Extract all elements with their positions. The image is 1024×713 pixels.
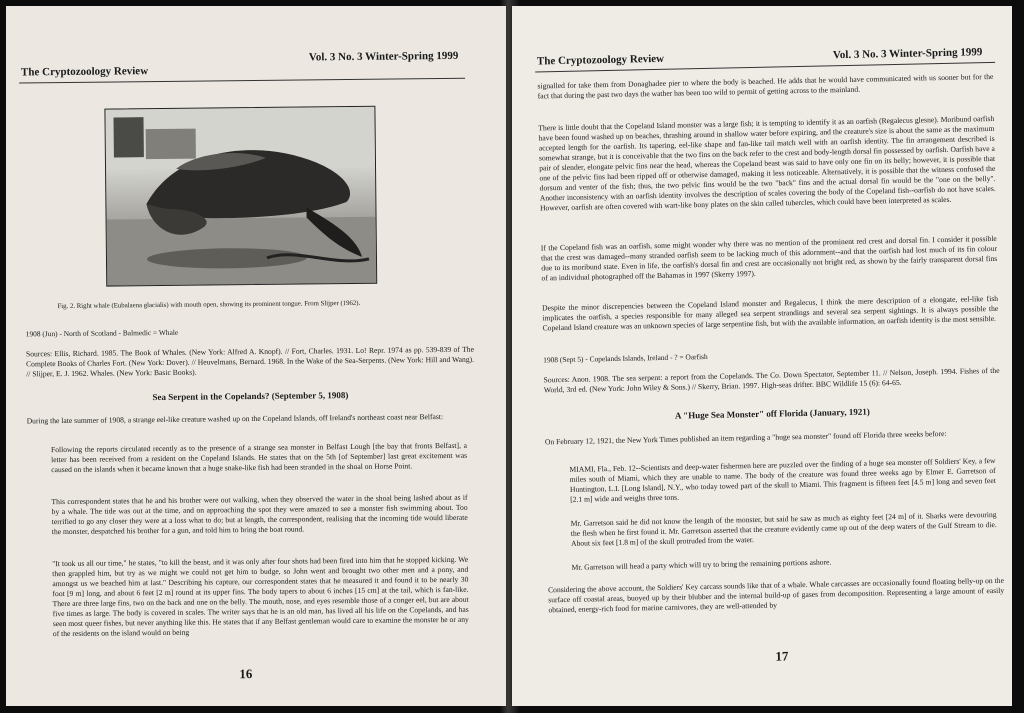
quote-paragraph-2: This correspondent states that he and his brother were out walking, when they observed the water in the shoal being lashed about as if by a whale. The tide was out at the time, and on approaching the spot they were amazed to see a monster fish swimming about. Too terrified to go any closer they were at a loss what to do; but at length, the correspondent, realising that the incoming tide would liberate the monster, despatched his brother for a gun, and told him to bring the boat round. (51, 492, 468, 537)
entry-line: 1908 (Jun) - North of Scotland - Balmedic = Whale (25, 327, 179, 339)
issue-label: Vol. 3 No. 3 Winter-Spring 1999 (308, 49, 459, 64)
whale-photo-art (105, 107, 376, 286)
section-heading: Sea Serpent in the Copelands? (September 5, 1908) (152, 390, 349, 403)
discrepancy-paragraph: Despite the minor discrepencies between the Copeland Island monster and Regalecus, I think the mere description of a elongate, eel-like fish implicates the oarfish, a species responsible for many alleged sea serpent strandings and several sea serpent sightings. It is always possible the Copeland Island creature was an unknown species of large serpentine fish, but with the available information, an oarfish identity is the most sensible. (542, 293, 999, 333)
entry-line: 1908 (Sept 5) - Copelands Islands, Ireland - ? = Oarfish (543, 351, 708, 365)
quote-paragraph-2: Mr. Garretson said he did not know the length of the monster, but said he saw as much as eighty feet [24 m] of it. Sharks were devouring the flesh when he first found it. Mr. Garretson asserted that the creature evidently came up out of the deep waters of the Gulf Stream to die. About six feet [1.8 m] of the skull protruded from the water. (570, 509, 997, 548)
crest-paragraph: If the Copeland fish was an oarfish, some might wonder why there was no mention of the prominent red crest and dorsal fin. I consider it possible that the crest was damaged--many stranded oarfish seem to be lacking much of this adornment--and that the oarfish had lost much of its fin colour due to its moribund state. Even in life, the oarfish's dorsal fin and crest are occasionally not bright red, as shown by the fairly transparent dorsal fins of an individual photographed off the Bahamas in 1997 (Skerry 1997). (540, 233, 998, 283)
intro-paragraph: During the late summer of 1908, a strange eel-like creature washed up on the Copeland Islands, off Ireland's northeast coast near Belfast: (26, 412, 444, 426)
page-number: 17 (775, 648, 789, 664)
header-rule (19, 78, 465, 84)
continued-paragraph: signalled for take them from Donaghadee pier to where the body is beached. He adds that he would have communicated with us sooner but for the fact that during the past two days the wather has been too wild to permit of getting across to the mainland. (537, 71, 994, 101)
right-page (512, 6, 1012, 706)
page-number: 16 (239, 666, 253, 682)
whale-carcass-paragraph: Considering the above account, the Soldiers' Key carcass sounds like that of a whale. Whale carcasses are occasionally found floating belly-up on the surface off coastal areas, buoyed up by their blubber and the internal build-up of gases from decomposition. Representing a large amount of easily obtained, energy-rich food for marine carnivores, they are well-attended by (547, 575, 1005, 615)
journal-title: The Cryptozoology Review (536, 52, 665, 68)
quote-paragraph-3: Mr. Garretson will head a party which will try to bring the remaining portions ashore. (571, 557, 832, 572)
intro-paragraph: On February 12, 1921, the New York Times published an item regarding a "huge sea monster" found off Florida three weeks before: (544, 428, 947, 447)
sources-text: Sources: Anon. 1908. The sea serpent: a report from the Copelands. The Co. Down Spectator, September 11. // Nelson, Joseph. 1994. Fishes of the World, 3rd ed. (New York: John Wiley & Sons.) // Skerry, Brian. 1997. High-seas drifter. BBC Wildlife 15 (6): 64-65. (543, 365, 1000, 395)
quote-paragraph-1: Following the reports circulated recently as to the presence of a strange sea monster in Belfast Lough [the bay that fronts Belfast], a letter has been received from a resident on the Copeland Islands. He states that on the 5th [of September] last great excitement was caused on the islands when it became known that a huge snake-like fish had been stranded in the shoal on Horse Point. (50, 440, 468, 475)
figure-caption: Fig. 2. Right whale (Eubalaena glacialis) with mouth open, showing its prominent tongue. From Slijper (1962). (57, 299, 361, 311)
issue-label: Vol. 3 No. 3 Winter-Spring 1999 (832, 46, 983, 62)
quote-paragraph-1: MIAMI, Fla., Feb. 12--Scientists and deep-water fishermen here are puzzled over the finding of a huge sea monster off Soldiers' Key, a few miles south of Miami, which they are unable to name. The body of the creature was found three weeks ago by Elmer E. Garretson of Huntington, L.I. [Long Island], N.Y., who today towed part of the skull to Miami. This fragment is fifteen feet [4.5 m] long and seven feet [2.1 m] wide and weighs three tons. (569, 455, 996, 504)
left-page (6, 6, 506, 706)
journal-title: The Cryptozoology Review (20, 65, 149, 79)
sources-text: Sources: Ellis, Richard. 1985. The Book of Whales. (New York: Alfred A. Knopf). // Fort, Charles. 1931. Lo! Repr. 1974 as pp. 539-839 of The Complete Books of Charles Fort. (New York: Dover). // Heuvelmans, Bernard. 1968. In the Wake of the Sea-Serpents. (New York: Hill and Wang). // Slijper, E. J. 1962. Whales. (New York: Basic Books). (25, 344, 475, 379)
whale-photo (104, 106, 377, 287)
section-heading: A "Huge Sea Monster" off Florida (January, 1921) (674, 406, 870, 421)
quote-paragraph-3: "It took us all our time," he states, "to kill the beast, and it was only after four shots had been fired into him that he stopped kicking. We then grappled him, but try as we might we could not get him to budge, so John went and brought two other men and a pony, and amongst us we beached him at last." Describing his capture, our correspondent states that he measured it and found it to be nearly 30 foot [9 m] long, and about 6 feet [2 m] round at its upper fins. The body tapers to about 6 inches [15 cm] at the tail, which is fan-like. There are three large fins, two on the back and one on the belly. The mouth, nose, and eyes resemble those of a conger eel, but are about five times as large. The body is covered in scales. The writer says that he is an old man, has lived all his life on the Copelands, and has seen most queer fishes, but never anything like this. He states that if any Belfast gentleman would care to examine the monster he or any of the residents on the island would on being (52, 554, 469, 639)
oarfish-paragraph: There is little doubt that the Copeland Island monster was a large fish; it is tempting to identify it as an oarfish (Regalecus glesne). Moribund oarfish have been found washed up on beaches, thrashing around in shallow water before expiring, and the creature's size is about the same as the maximum accepted length for the oarfish. Its tapering, eel-like shape and fan-like tail match well with an oarfish identity. The fin arrangement described is somewhat strange, but it is conceivable that the two fins on the back refer to the crest and body-length dorsal fin possessed by oarfish. Oarfish have a pair of slender, elongate pelvic fins near the head, whereas the Copeland beast was said to have only one fin on its belly; however, it is possible that one of the pelvic fins had been ripped off or otherwise damaged, making it less noticeable. Alternatively, it is possible that the witness confused the dorsum and venter of the fish; thus, the two pelvic fins would be the two "back" fins and the actual dorsal fin would be the "one on the belly". Another inconsistency with an oarfish identity involves the description of scales covering the body of the Copeland fish--oarfish do not have scales. However, oarfish are often covered with wart-like bony plates on the skin called tubercles, which could have been interpreted as scales. (538, 113, 996, 213)
